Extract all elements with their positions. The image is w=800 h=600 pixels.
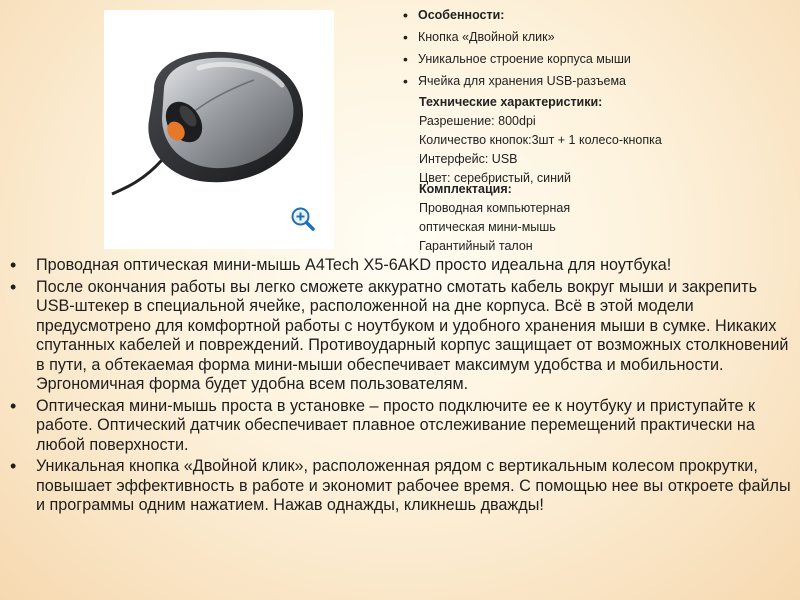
mouse-cable [112, 160, 162, 194]
kit-line: Гарантийный талон [419, 239, 533, 253]
description-paragraph: • Уникальная кнопка «Двойной клик», расположенная рядом с вертикальным колесом прокрутки, повышает эффективность в работе и экономит рабочее время. С помощью нее вы откроете файлы и программы одним нажатием. Нажав однажды, кликнешь дважды! [8, 457, 793, 516]
kit-block [419, 180, 719, 256]
kit-line: Проводная компьютерная [419, 201, 571, 215]
specs-heading: Технические характеристики: [419, 95, 603, 109]
description-paragraph: • После окончания работы вы легко сможете аккуратно смотать кабель вокруг мыши и закрепить USB-штекер в специальной ячейке, расположенной на дне корпуса. Всё в этой модели предусмотрено для комфортной работы с ноутбуком и удобного хранения мыши в сумке. Никаких спутанных кабелей и повреждений. Противоударный корпус защищает от возможных столкновений в пути, а обтекаемая форма мини-мыши обеспечивает максимум удобства и мобильности. Эргономичная форма будет удобна всем пользователям. [8, 278, 793, 395]
spec-line: Разрешение: 800dpi [419, 114, 536, 128]
kit-line: оптическая мини-мышь [419, 220, 556, 234]
spec-line: Цвет: серебристый, синий [419, 171, 572, 185]
feature-item: • Уникальное строение корпуса мыши [400, 48, 790, 70]
features-list [400, 4, 790, 92]
spec-line: Интерфейс: USB [419, 152, 518, 166]
zoom-icon[interactable] [290, 206, 316, 232]
description-list [8, 256, 793, 518]
description-paragraph: • Проводная оптическая мини-мышь A4Tech X5-6AKD просто идеальна для ноутбука! [8, 256, 793, 276]
kit-heading: Комплектация: [419, 182, 512, 196]
product-photo [104, 10, 334, 249]
spec-line: Количество кнопок:3шт + 1 колесо-кнопка [419, 133, 662, 147]
feature-item: • Ячейка для хранения USB-разъема [400, 70, 790, 92]
description-paragraph: • Оптическая мини-мышь проста в установке – просто подключите ее к ноутбуку и приступайте к работе. Оптический датчик обеспечивает плавное отслеживание перемещений практически на любой поверхности. [8, 397, 793, 456]
features-heading: • Особенности: [400, 4, 790, 26]
specs-block [419, 93, 789, 188]
feature-item: • Кнопка «Двойной клик» [400, 26, 790, 48]
